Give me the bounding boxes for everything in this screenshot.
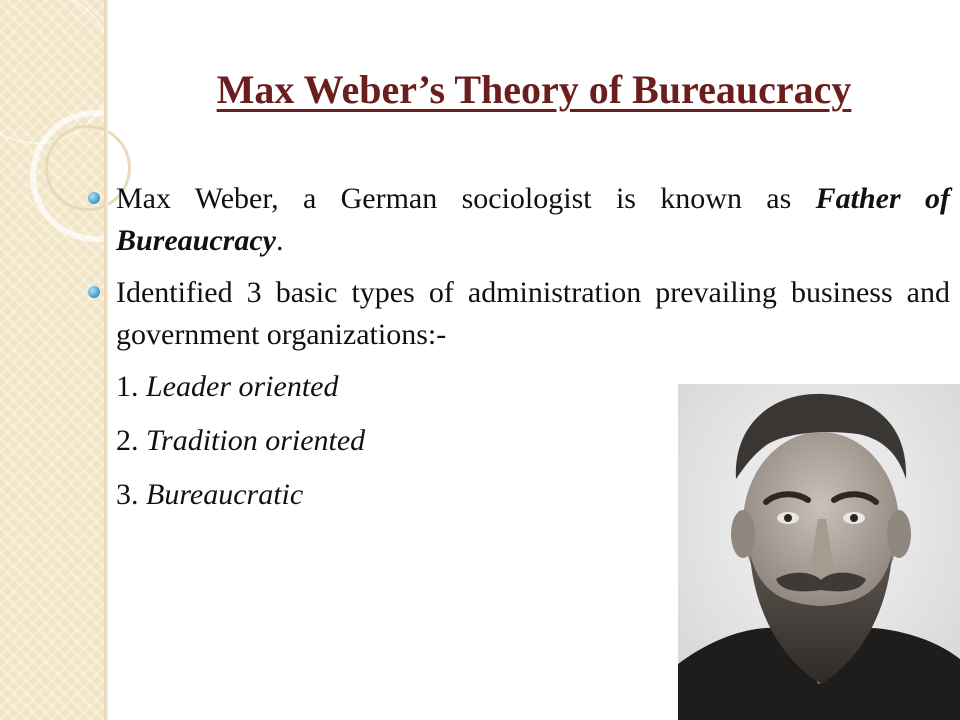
type-label: Leader oriented xyxy=(146,370,339,403)
type-label: Bureaucratic xyxy=(146,478,304,511)
bullet-item xyxy=(86,272,950,356)
bullet-dot-icon xyxy=(88,192,100,204)
bullet-emphasis: Father of Bureaucracy xyxy=(116,182,950,257)
slide-title: Max Weber’s Theory of Bureaucracy xyxy=(216,67,852,112)
bullet-text: Max Weber, a German sociologist is known as xyxy=(116,182,816,215)
portrait-photo xyxy=(678,384,960,720)
bullet-item xyxy=(86,178,950,262)
portrait-illustration xyxy=(678,384,960,720)
type-number: 3. xyxy=(116,478,146,511)
type-label: Tradition oriented xyxy=(146,424,366,457)
bullet-text-end: . xyxy=(276,224,284,257)
type-number: 1. xyxy=(116,370,146,403)
bullet-text: Identified 3 basic types of administration prevailing business and government organizations:- xyxy=(116,276,950,351)
bullet-dot-icon xyxy=(88,286,100,298)
type-number: 2. xyxy=(116,424,146,457)
